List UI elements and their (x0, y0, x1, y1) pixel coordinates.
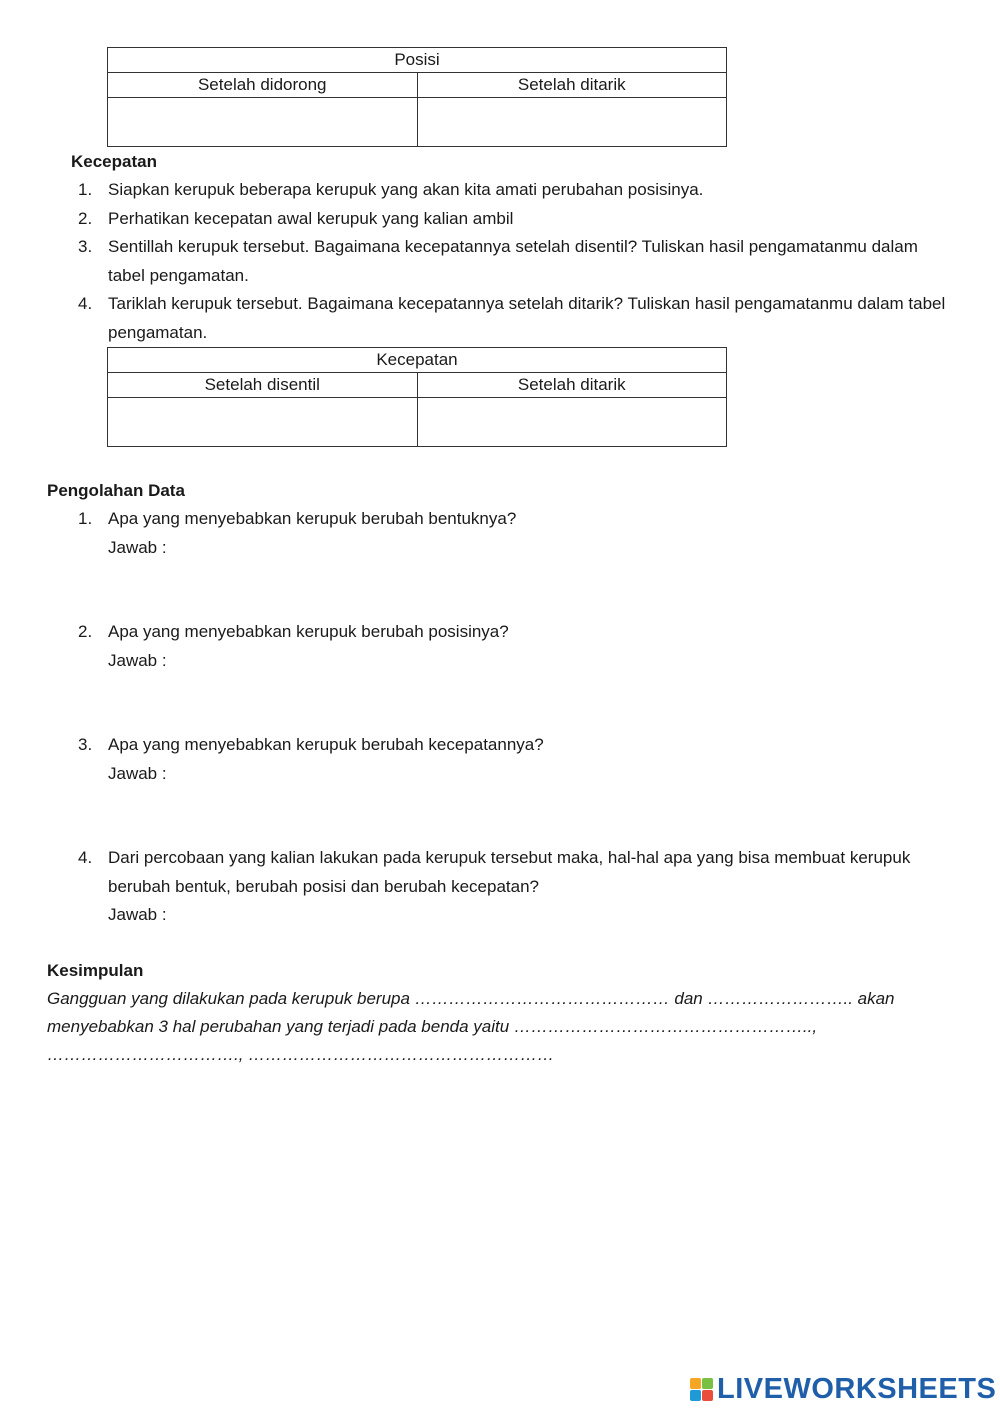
question-text: Apa yang menyebabkan kerupuk berubah kecepatannya? (108, 735, 544, 754)
liveworksheets-logo-text: LIVEWORKSHEETS (717, 1373, 997, 1405)
posisi-col-ditarik: Setelah ditarik (417, 73, 727, 98)
kecepatan-steps (78, 176, 948, 347)
question-text: Apa yang menyebabkan kerupuk berubah posisinya? (108, 622, 509, 641)
kecepatan-answer-disentil[interactable] (108, 398, 418, 447)
kecepatan-heading: Kecepatan (71, 152, 157, 171)
step-text: Siapkan kerupuk beberapa kerupuk yang akan kita amati perubahan posisinya. (108, 180, 704, 199)
step-text: Sentillah kerupuk tersebut. Bagaimana kecepatannya setelah disentil? Tuliskan hasil pengamatanmu dalam tabel pengamatan. (108, 237, 918, 285)
question-text: Apa yang menyebabkan kerupuk berubah bentuknya? (108, 509, 517, 528)
kesimpulan-line-1: Gangguan yang dilakukan pada kerupuk berupa ……………………………………… dan …………………….. akan (47, 989, 895, 1008)
step-text: Perhatikan kecepatan awal kerupuk yang kalian ambil (108, 208, 514, 228)
kecepatan-answer-ditarik[interactable] (417, 398, 727, 447)
question-item (78, 505, 948, 562)
step-number: 1. (78, 180, 93, 199)
answer-label: Jawab : (108, 650, 167, 670)
list-item (78, 290, 948, 347)
list-item (78, 233, 948, 290)
step-number: 3. (78, 237, 93, 256)
question-number: 1. (78, 509, 93, 528)
step-text: Tariklah kerupuk tersebut. Bagaimana kecepatannya setelah ditarik? Tuliskan hasil pengamatanmu dalam tabel pengamatan. (108, 294, 946, 342)
posisi-col-didorong: Setelah didorong (108, 73, 418, 98)
question-number: 4. (78, 848, 93, 867)
kecepatan-col-disentil: Setelah disentil (108, 373, 418, 398)
step-number: 4. (78, 294, 93, 313)
answer-label: Jawab : (108, 537, 167, 557)
pengolahan-heading: Pengolahan Data (47, 481, 185, 500)
posisi-table (107, 47, 727, 147)
kesimpulan-heading: Kesimpulan (47, 961, 144, 980)
list-item (78, 176, 948, 205)
question-number: 2. (78, 622, 93, 641)
liveworksheets-logo-icon (690, 1378, 713, 1401)
posisi-answer-ditarik[interactable] (417, 98, 727, 147)
kecepatan-col-ditarik: Setelah ditarik (417, 373, 727, 398)
posisi-table-title: Posisi (108, 48, 727, 73)
question-item (78, 731, 948, 788)
question-item (78, 844, 948, 930)
kesimpulan-line-2: menyebabkan 3 hal perubahan yang terjadi pada benda yaitu …………………………………………….., (47, 1017, 818, 1036)
posisi-answer-didorong[interactable] (108, 98, 418, 147)
answer-label: Jawab : (108, 905, 167, 924)
question-item (78, 618, 948, 675)
liveworksheets-logo (690, 1373, 996, 1406)
list-item (78, 205, 948, 234)
kecepatan-table (107, 347, 727, 447)
kesimpulan-line-3: ……………………………., ……………………………………………… (47, 1045, 555, 1064)
step-number: 2. (78, 208, 93, 228)
answer-label: Jawab : (108, 763, 167, 783)
question-number: 3. (78, 735, 93, 754)
question-text: Dari percobaan yang kalian lakukan pada kerupuk tersebut maka, hal-hal apa yang bisa membuat kerupuk berubah bentuk, berubah posisi dan berubah kecepatan? (108, 848, 911, 896)
kecepatan-table-title: Kecepatan (108, 348, 727, 373)
